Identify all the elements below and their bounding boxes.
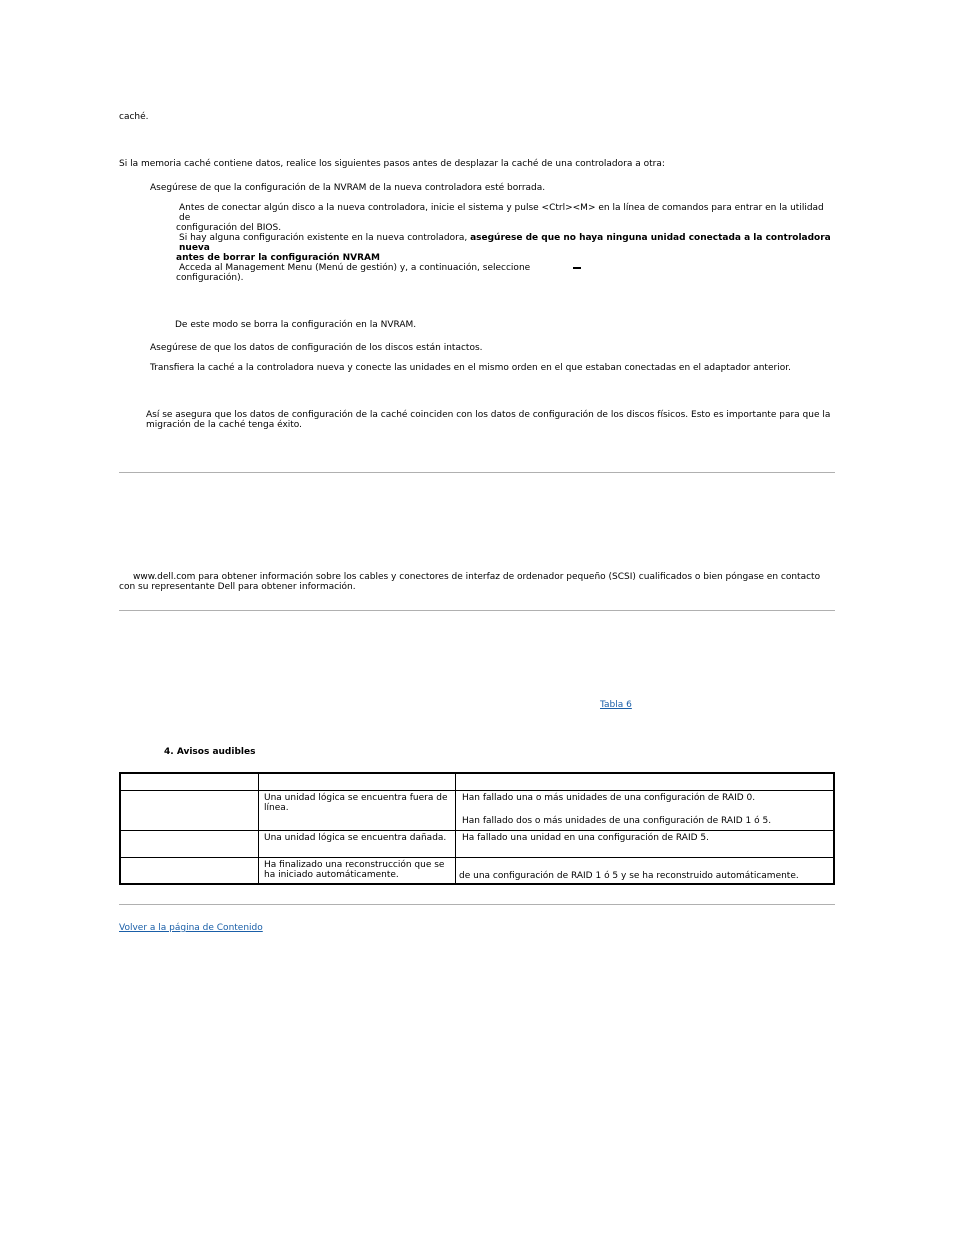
table-cell — [456, 857, 835, 884]
table-cell — [456, 830, 835, 857]
dell-note-line1: www.dell.com para obtener información sobre los cables y conectores de interfaz de ordenador pequeño (SCSI) cualificados o bien póngase en contacto — [133, 572, 821, 582]
substep-b — [176, 233, 836, 263]
row1-cause-1: Han fallado una o más unidades de una configuración de RAID 0. — [462, 792, 756, 803]
row3-cause: de una configuración de RAID 1 ó 5 y se ha reconstruido automáticamente. — [459, 871, 799, 881]
dell-note-line2: con su representante Dell para obtener información. — [119, 582, 356, 592]
dell-note — [119, 572, 829, 592]
divider — [119, 472, 835, 473]
intro-paragraph: Si la memoria caché contiene datos, realice los siguientes pasos antes de desplazar la caché de una controladora a otra: — [119, 159, 665, 169]
divider — [119, 904, 835, 905]
audible-alarms-table — [119, 772, 835, 885]
table-cell — [120, 830, 259, 857]
table-cell — [456, 790, 835, 830]
row1-description: Una unidad lógica se encuentra fuera de línea. — [264, 792, 448, 813]
table-cell — [259, 773, 456, 790]
divider — [119, 610, 835, 611]
table-cell — [456, 773, 835, 790]
table-row — [120, 790, 834, 830]
step-1: Asegúrese de que la configuración de la NVRAM de la nueva controladora esté borrada. — [150, 183, 546, 193]
substep-c-line2: configuración). — [176, 273, 244, 283]
substep-a-line1: Antes de conectar algún disco a la nueva controladora, inicie el sistema y pulse <Ctrl><M> en la línea de comandos para entrar en la utilidad de — [179, 203, 824, 223]
table-caption: 4. Avisos audibles — [164, 747, 256, 757]
substep-a — [176, 203, 831, 233]
result-line2: migración de la caché tenga éxito. — [146, 420, 303, 430]
substep-c-line1: Acceda al Management Menu (Menú de gestión) y, a continuación, seleccione — [179, 263, 531, 273]
row2-cause: Ha fallado una unidad en una configuración de RAID 5. — [462, 832, 709, 843]
substep-b-warning: asegúrese de que no haya ninguna unidad conectada a la controladora nueva — [179, 233, 831, 253]
table-cell — [120, 790, 259, 830]
table-cell — [259, 857, 456, 884]
table-row — [120, 857, 834, 884]
table-cell — [259, 790, 456, 830]
result-line1: Así se asegura que los datos de configuración de la caché coinciden con los datos de configuración de los discos físicos. Esto es importante para que la — [146, 410, 831, 420]
substep-c — [176, 263, 596, 283]
nvram-note: De este modo se borra la configuración en la NVRAM. — [175, 320, 417, 330]
table-row — [120, 830, 834, 857]
top-fragment: caché. — [119, 112, 149, 122]
back-to-contents-link[interactable]: Volver a la página de Contenido — [119, 923, 263, 933]
table-cell — [259, 830, 456, 857]
result-note — [146, 410, 836, 430]
dash-icon — [573, 267, 581, 269]
row3-description: Ha finalizado una reconstrucción que se ha iniciado automáticamente. — [264, 859, 445, 880]
step-2: Asegúrese de que los datos de configuración de los discos están intactos. — [150, 343, 483, 353]
step-3: Transfiera la caché a la controladora nueva y conecte las unidades en el mismo orden en el que estaban conectadas en el adaptador anterior. — [150, 363, 791, 373]
row1-cause-2: Han fallado dos o más unidades de una configuración de RAID 1 ó 5. — [462, 815, 772, 826]
row2-description: Una unidad lógica se encuentra dañada. — [264, 832, 447, 843]
table-cell — [120, 857, 259, 884]
substep-b-warning-cont: antes de borrar la configuración NVRAM — [176, 253, 380, 263]
table-cell — [120, 773, 259, 790]
table-6-link[interactable]: Tabla 6 — [600, 700, 632, 710]
table-header-row — [120, 773, 834, 790]
substep-b-text: Si hay alguna configuración existente en la nueva controladora, — [179, 233, 471, 243]
substep-a-line2: configuración del BIOS. — [176, 223, 282, 233]
